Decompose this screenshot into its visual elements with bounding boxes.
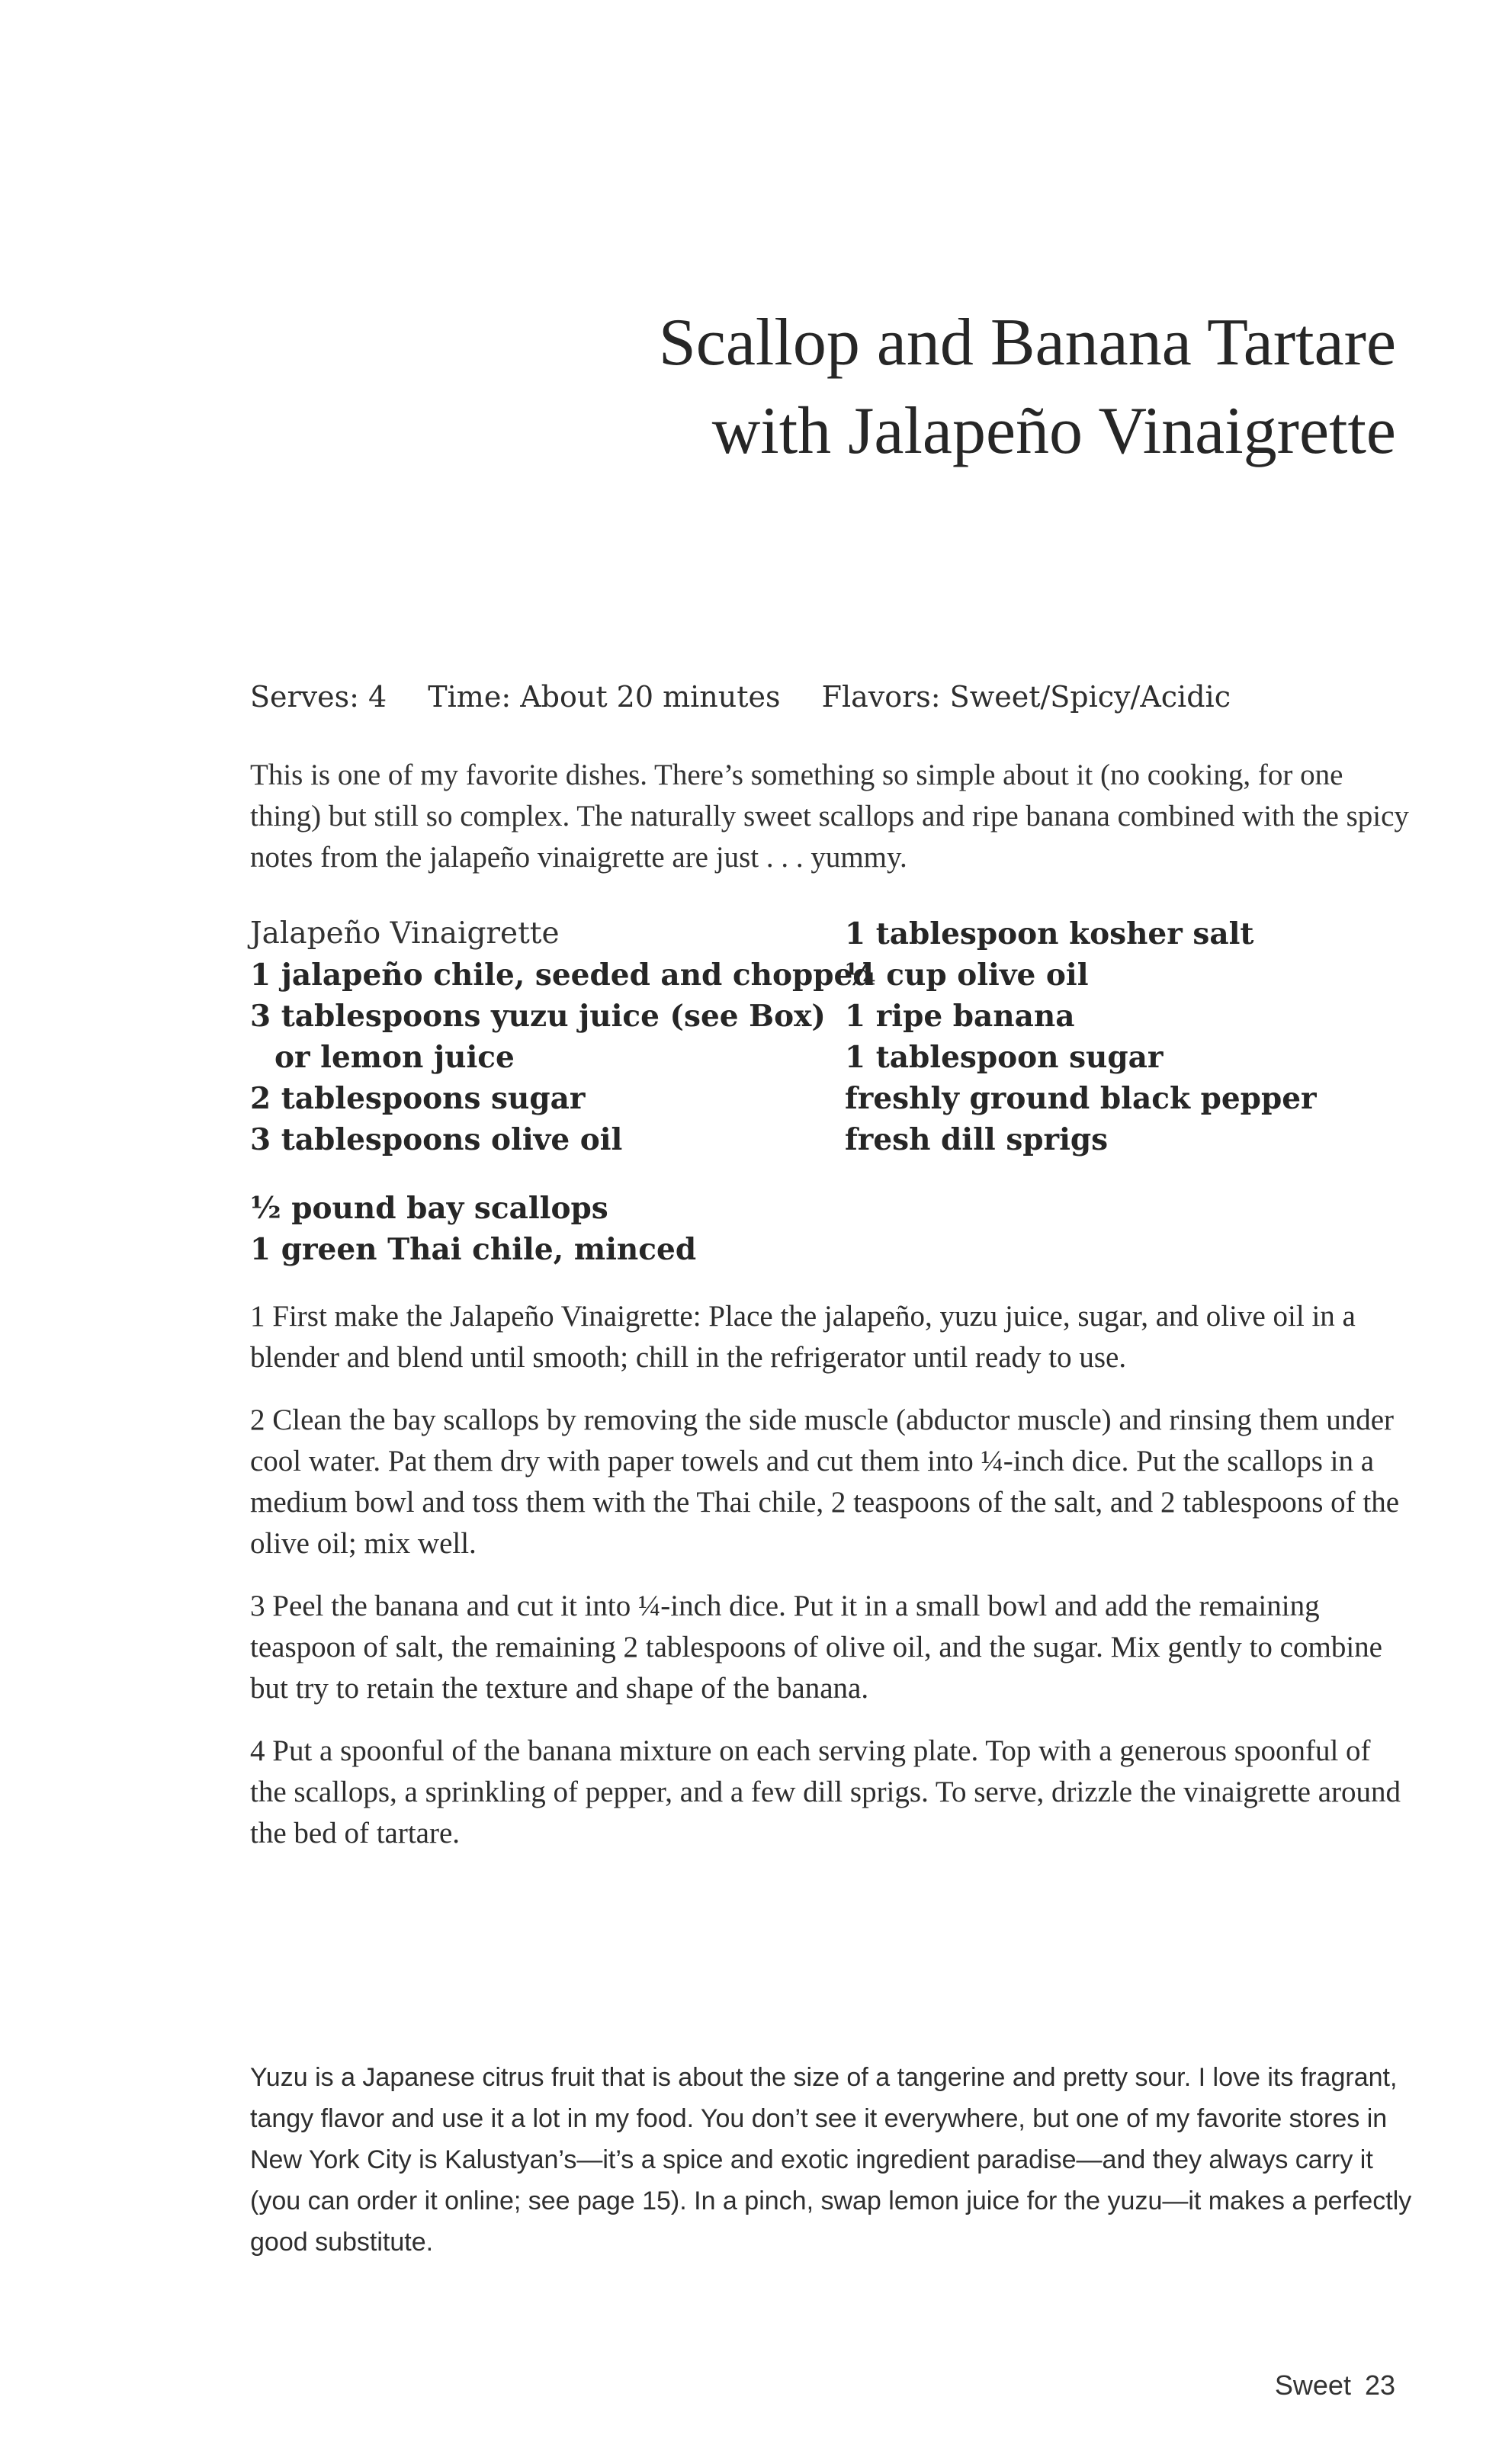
ingredient-item: ½ pound bay scallops [250, 1191, 608, 1226]
ingredient-item: 1 ripe banana [845, 999, 1075, 1034]
step-text: Clean the bay scallops by removing the side muscle (abductor muscle) and rinsing them under cool water. Pat them dry with paper towels and cut them into ¼-inch dice. Put the scallops in a medium bowl and toss them with the Thai chile, 2 teaspoons of the salt, and 2 tablespoons of the olive oil; mix well. [250, 1404, 1400, 1560]
method-steps [250, 1296, 1409, 1875]
yuzu-sidebar-box: Yuzu is a Japanese citrus fruit that is about the size of a tangerine and pretty sour. I love its fragrant, tangy flavor and use it a lot in my food. You don’t see it everywhere, but one of my favorite stores in New York City is Kalustyan’s—it’s a spice and exotic ingredient paradise—and they always carry it (you can order it online; see page 15). In a pinch, swap lemon juice for the yuzu—it makes a perfectly good substitute. [250, 2063, 1412, 2257]
step-2 [250, 1400, 1409, 1564]
title-line-1: Scallop and Banana Tartare [658, 306, 1396, 380]
step-number: 3 [250, 1590, 265, 1622]
step-text: First make the Jalapeño Vinaigrette: Place the jalapeño, yuzu juice, sugar, and olive oil in a blender and blend until smooth; chill in the refrigerator until ready to use. [250, 1300, 1356, 1374]
step-text: Put a spoonful of the banana mixture on each serving plate. Top with a generous spoonful of the scallops, a sprinkling of pepper, and a few dill sprigs. To serve, drizzle the vinaigrette around the bed of tartare. [250, 1734, 1401, 1850]
step-number: 1 [250, 1300, 265, 1333]
ingredient-item: 1 tablespoon kosher salt [845, 916, 1254, 951]
recipe-title [659, 299, 1396, 476]
recipe-meta [250, 680, 1263, 714]
title-line-2: with Jalapeño Vinaigrette [711, 394, 1396, 468]
time: Time: About 20 minutes [428, 680, 781, 714]
ingredient-item: 1 tablespoon sugar [845, 1040, 1164, 1075]
section-name: Sweet [1274, 2369, 1351, 2401]
ingredient-item: 3 tablespoons olive oil [250, 1122, 623, 1157]
ingredient-item: fresh dill sprigs [845, 1122, 1109, 1157]
step-3 [250, 1586, 1409, 1709]
page-footer [1275, 2369, 1395, 2401]
ingredient-item: 3 tablespoons yuzu juice (see Box) [250, 999, 826, 1034]
step-text: Peel the banana and cut it into ¼-inch dice. Put it in a small bowl and add the remaining teaspoon of salt, the remaining 2 tablespoons of olive oil, and the sugar. Mix gently to combine but try to retain the texture and shape of the banana. [250, 1590, 1382, 1705]
ingredient-item: 1 green Thai chile, minced [250, 1232, 697, 1267]
recipe-intro: This is one of my favorite dishes. There’s something so simple about it (no cooking, for one thing) but still so complex. The naturally sweet scallops and ripe banana combined with the spicy notes from the jalapeño vinaigrette are just . . . yummy. [250, 759, 1409, 874]
step-4 [250, 1731, 1409, 1854]
vinaigrette-heading: Jalapeño Vinaigrette [250, 916, 560, 951]
ingredient-item: 2 tablespoons sugar [250, 1081, 586, 1116]
step-1 [250, 1296, 1409, 1378]
ingredient-item: 1 jalapeño chile, seeded and chopped [250, 958, 874, 993]
ingredient-column-left-lower [250, 1188, 830, 1270]
ingredient-item: or lemon juice [274, 1040, 515, 1075]
step-number: 2 [250, 1404, 265, 1436]
ingredient-item: freshly ground black pepper [845, 1081, 1317, 1116]
ingredient-item: ¼ cup olive oil [845, 958, 1089, 993]
page-number: 23 [1364, 2369, 1395, 2401]
ingredient-column-right [845, 913, 1394, 1160]
flavors: Flavors: Sweet/Spicy/Acidic [821, 680, 1231, 714]
step-number: 4 [250, 1734, 265, 1767]
ingredient-column-left [250, 913, 874, 1160]
serves: Serves: 4 [250, 680, 387, 714]
